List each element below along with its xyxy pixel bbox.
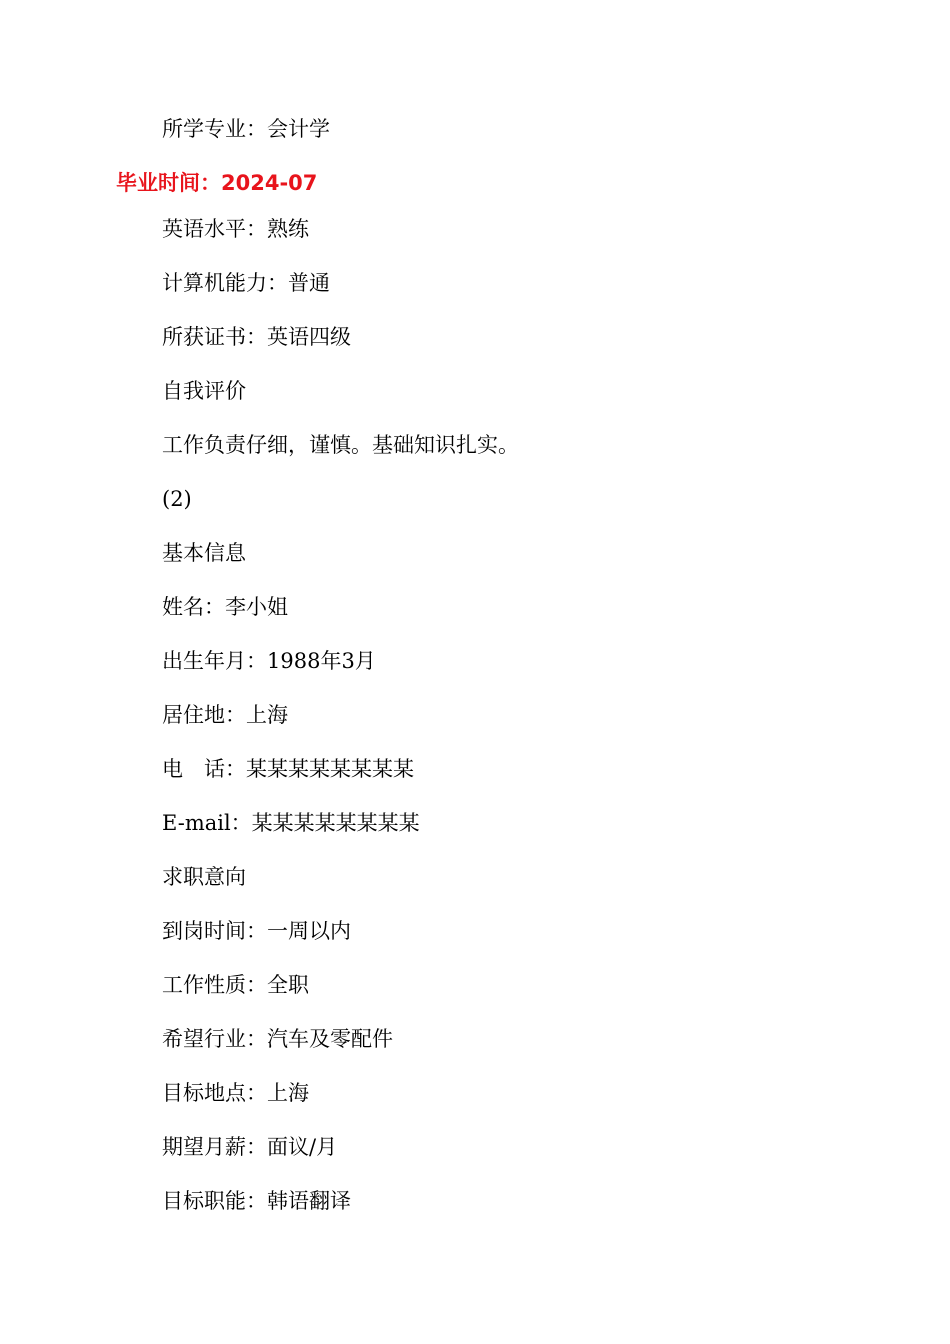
text-line-email: E-mail：某某某某某某某某 <box>162 811 420 835</box>
text-line-phone: 电 话：某某某某某某某某 <box>162 757 414 781</box>
text-line-desired-industry: 希望行业：汽车及零配件 <box>162 1027 393 1051</box>
text-line-self-evaluation: 工作负责仔细，谨慎。基础知识扎实。 <box>162 433 519 457</box>
text-line-name: 姓名：李小姐 <box>162 595 288 619</box>
text-line-major: 所学专业：会计学 <box>162 117 330 141</box>
text-line-birth-date: 出生年月：1988年3月 <box>162 649 376 673</box>
text-line-expected-salary: 期望月薪：面议/月 <box>162 1135 338 1159</box>
section-heading-self-evaluation: 自我评价 <box>162 379 246 403</box>
text-line-residence: 居住地：上海 <box>162 703 288 727</box>
text-line-english-level: 英语水平：熟练 <box>162 217 309 241</box>
text-line-certificates: 所获证书：英语四级 <box>162 325 351 349</box>
text-line-computer-skill: 计算机能力：普通 <box>162 271 330 295</box>
text-line-graduation-time: 毕业时间：2024-07 <box>116 171 318 195</box>
text-line-target-location: 目标地点：上海 <box>162 1081 309 1105</box>
text-line-item-number: (2) <box>162 487 192 511</box>
section-heading-basic-info: 基本信息 <box>162 541 246 565</box>
text-line-start-time: 到岗时间：一周以内 <box>162 919 351 943</box>
text-line-target-function: 目标职能：韩语翻译 <box>162 1189 351 1213</box>
section-heading-job-intention: 求职意向 <box>162 865 246 889</box>
text-line-job-type: 工作性质：全职 <box>162 973 309 997</box>
